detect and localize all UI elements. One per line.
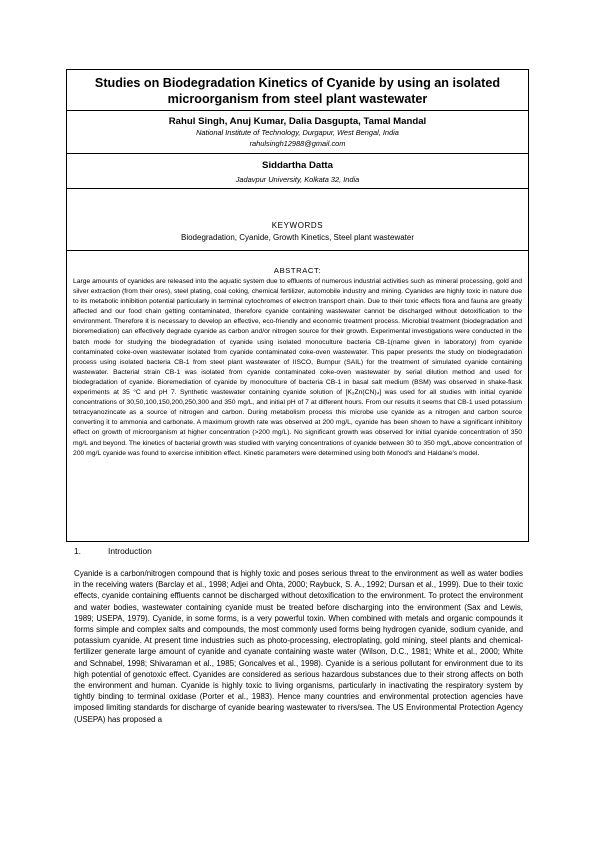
divider	[67, 153, 528, 154]
divider	[67, 110, 528, 111]
abstract-heading: ABSTRACT:	[273, 266, 322, 275]
introduction-body: Cyanide is a carbon/nitrogen compound that is highly toxic and poses serious threat to the environment as well as water bodies in the receiving waters (Barclay et al., 1998; Adjei and Ohta, 2000; Raybuck, S. A., 1992; Dursan et al., 1999). Due to their toxic effects, cyanide containing effluents cannot be discharged without detoxification to the environment. To protect the environment and water bodies, wastewater containing cyanide must be treated before discharging into the environment (Sax and Lewis, 1989; USEPA, 1979). Cyanide, in some forms, is a very powerful toxin. When combined with metals and organic compounds it forms simple and complex salts and compounds, the most commonly used forms being hydrogen cyanide, sodium cyanide, and potassium cyanide. At present time industries such as photo-processing, electroplating, gold mining, steel plants and chemical- fertilizer generate large amount of cyanide and cyanate containing waste water (Wilson, D.C., 1981; White et al., 2000; White and Schnabel, 1998; Shivaraman et al., 1985; Goncalves et al., 1998). Cyanide is a serious pollutant for environment due to its high potential of genotoxic effect. Cyanides are considered as serious hazardous substances due to their strong affects on both the environment and human. Cyanide is highly toxic to living organisms, particularly in inactivating the respiratory system by tightly binding to terminal oxidase (Porter et al., 1983). Hence many countries and environmental protection agencies have imposed limiting standards for discharge of cyanide bearing wastewater to rivers/sea. The US Environmental Protection Agency (USEPA) has proposed a	[74, 569, 523, 724]
section-heading	[74, 546, 152, 557]
abstract-text: Large amounts of cyanides are released into the aquatic system due to effluents of numerous industrial activities such as mineral processing, gold and silver extraction (from their ores), steel plating, coal coking, chemical fertilizer, automobile industry and mining. Cyanides are highly toxic in nature due to its metabolic inhibition potential particularly in terminal cytochromes of electron transport chain. Due to their toxic effects flora and fauna are greatly affected and our food chain getting contaminated, therefore cyanide containing wastewater cannot be discharged without detoxification to the environment. Therefore it is necessary to develop an effective, eco-friendly and economic treatment process. Microbial treatment (biodegradation and bioremediation) can effectively degrade cyanide as carbon and/or nitrogen source for their growth. Experimental investigations were conducted in the batch mode for studying the biodegradation of cyanide using isolated monoculture bacteria CB-1(name given in laboratory) from cyanide contaminated coke-oven wastewater isolated from cyanide contaminated coke-oven wastewater. This paper presents the study on biodegradation process using isolated bacteria CB-1 from steel plant wastewater of IISCO, Burnpur (SAIL) for the treatment of simulated cyanide containing wastewater. Bacterial strain CB-1 was isolated from cyanide contaminated coke-oven wastewater by serial dilution method and used for biodegradation of cyanide. Bioremediation of cyanide by monoculture of bacteria CB-1 in basal salt medium (BSM) was observed in shake-flask experiments at 35 °C and pH 7. Synthetic wastewater containing cyanide solution of [K₂Zn(CN)₄] was used for all studies with initial cyanide concentrations of 30,50,100,150,200,250,300 and 350 mg/L, and initial pH of 7 at different hours. From our results it seems that CB-1 used potassium tetracyanozincate as a source of nitrogen and carbon. During metabolism process this microbe use cyanide as a nitrogen and carbon source converting it to ammonia and carbonate. A maximum growth rate was observed at 200 mg/L, cyanide has been shown to have a significant inhibitory effect on growth of microorganism at higher concentration (>200 mg/L). No significant growth was observed for initial cyanide concentration of 350 mg/L and beyond. The kinetics of bacterial growth was studied with varying concentrations of cyanide between 30 to 350 mg/L,above concentration of 200 mg/L cyanide was found to exercise inhibition effect. Kinetic parameters were determined using both Monod's and Haldane's model.	[73, 278, 522, 457]
keywords-text: Biodegradation, Cyanide, Growth Kinetics, Steel plant wastewater	[180, 233, 414, 242]
author-email: rahulsingh12988@gmail.com	[249, 139, 346, 148]
affiliation-1: National Institute of Technology, Durgapur, West Bengal, India	[196, 128, 399, 137]
author-2: Siddartha Datta	[262, 160, 333, 171]
paper-title: Studies on Biodegradation Kinetics of Cyanide by using an isolated microorganism from steel plant wastewater	[94, 76, 501, 106]
divider	[67, 250, 528, 251]
affiliation-2: Jadavpur University, Kolkata 32, India	[235, 175, 360, 184]
header-frame	[66, 69, 529, 542]
author-list: Rahul Singh, Anuj Kumar, Dalia Dasgupta, Tamal Mandal	[168, 116, 427, 127]
divider	[67, 188, 528, 189]
section-title: Introduction	[108, 546, 152, 556]
section-number: 1.	[74, 546, 81, 556]
keywords-heading: KEYWORDS	[271, 221, 324, 230]
